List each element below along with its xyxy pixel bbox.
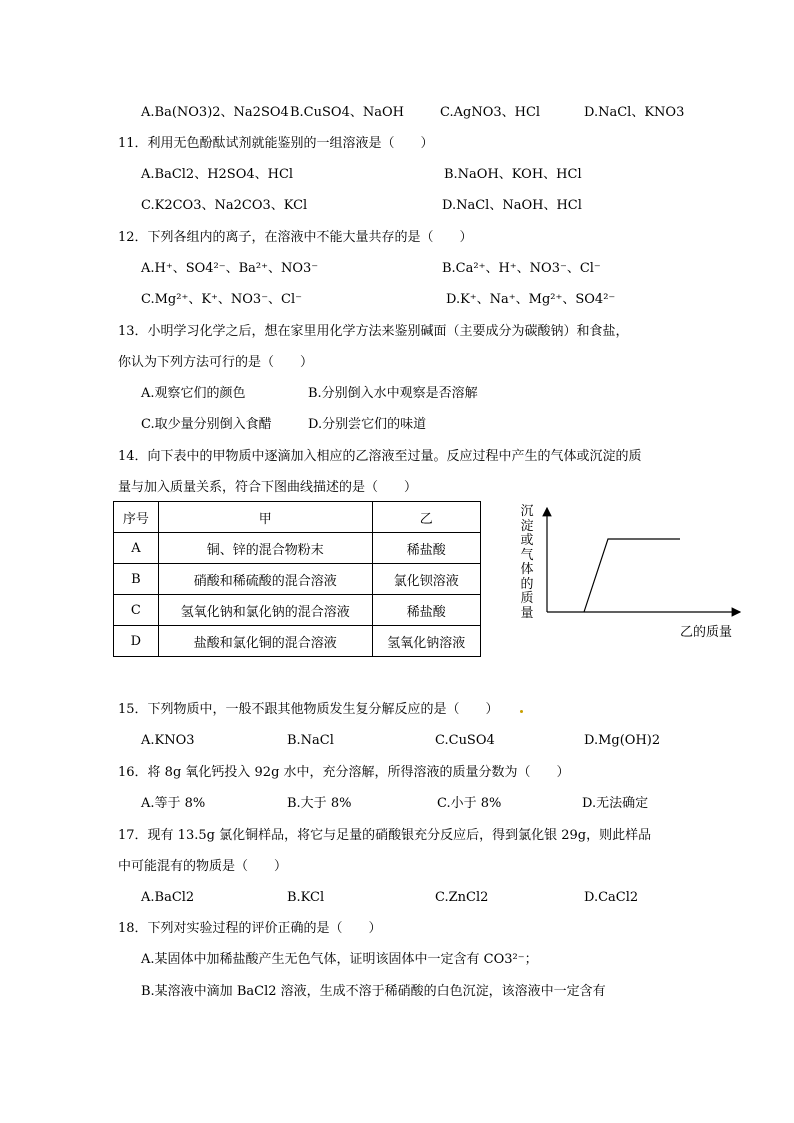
q13-option-a: A.观察它们的颜色 — [141, 386, 246, 401]
table-cell: 铜、锌的混合物粉末 — [158, 533, 372, 564]
q17-option-c: C.ZnCl2 — [435, 890, 489, 905]
q18-option-a: A.某固体中加稀盐酸产生无色气体，证明该固体中一定含有 CO3²⁻； — [141, 952, 538, 967]
q13-option-b: B.分别倒入水中观察是否溶解 — [308, 386, 478, 401]
q15-option-d: D.Mg(OH)2 — [584, 733, 661, 748]
table-cell: 稀盐酸 — [372, 595, 480, 626]
table-cell: 氢氧化钠和氯化钠的混合溶液 — [158, 595, 372, 626]
table-cell: 稀盐酸 — [372, 533, 480, 564]
q11-option-b: B.NaOH、KOH、HCl — [444, 167, 582, 182]
q13-stem-line2: 你认为下列方法可行的是（ ） — [118, 355, 314, 370]
q11-option-c: C.K2CO3、Na2CO3、KCl — [141, 198, 308, 213]
table-header-cell: 序号 — [114, 502, 159, 533]
q16-option-a: A.等于 8% — [141, 796, 206, 811]
q17-stem-line2: 中可能混有的物质是（ ） — [118, 859, 288, 874]
q12-option-c: C.Mg²⁺、K⁺、NO3⁻、Cl⁻ — [141, 292, 303, 307]
graph-x-label: 乙的质量 — [680, 625, 733, 640]
q16-option-c: C.小于 8% — [437, 796, 502, 811]
q13-option-c: C.取少量分别倒入食醋 — [141, 417, 272, 432]
table-header-cell: 乙 — [372, 502, 480, 533]
table-cell: B — [114, 564, 159, 595]
table-cell: D — [114, 626, 159, 657]
q18-option-b: B.某溶液中滴加 BaCl2 溶液，生成不溶于稀硝酸的白色沉淀，该溶液中一定含有 — [141, 984, 606, 999]
q10-option-a: A.Ba(NO3)2、Na2SO4 — [141, 105, 289, 120]
q12-option-a: A.H⁺、SO4²⁻、Ba²⁺、NO3⁻ — [141, 261, 319, 276]
q11-option-d: D.NaCl、NaOH、HCl — [442, 198, 582, 213]
q16-option-b: B.大于 8% — [287, 796, 352, 811]
q12-option-d: D.K⁺、Na⁺、Mg²⁺、SO4²⁻ — [446, 292, 616, 307]
decorative-dot — [520, 710, 523, 713]
q12-option-b: B.Ca²⁺、H⁺、NO3⁻、Cl⁻ — [442, 261, 601, 276]
q16-stem: 16．将 8g 氧化钙投入 92g 水中，充分溶解，所得溶液的质量分数为（ ） — [118, 765, 570, 780]
q14-stem-line2: 量与加入质量关系，符合下图曲线描述的是（ ） — [118, 480, 418, 495]
table-cell: 硝酸和稀硫酸的混合溶液 — [158, 564, 372, 595]
q15-option-c: C.CuSO4 — [435, 733, 495, 748]
table-cell: 氯化钡溶液 — [372, 564, 480, 595]
q15-stem: 15．下列物质中，一般不跟其他物质发生复分解反应的是（ ） — [118, 702, 499, 717]
q15-option-a: A.KNO3 — [141, 733, 195, 748]
q17-option-a: A.BaCl2 — [141, 890, 195, 905]
q17-stem-line1: 17．现有 13.5g 氯化铜样品，将它与足量的硝酸银充分反应后，得到氯化银 29g，则此样品 — [118, 828, 652, 843]
table-cell: A — [114, 533, 159, 564]
q10-option-b: B.CuSO4、NaOH — [290, 105, 404, 120]
q11-stem: 11．利用无色酚酞试剂就能鉴别的一组溶液是（ ） — [118, 136, 434, 151]
graph-y-label: 沉淀或气体的质量 — [520, 504, 534, 621]
q14-stem-line1: 14．向下表中的甲物质中逐滴加入相应的乙溶液至过量。反应过程中产生的气体或沉淀的质 — [118, 449, 642, 464]
q11-option-a: A.BaCl2、H2SO4、HCl — [141, 167, 294, 182]
q18-stem: 18．下列对实验过程的评价正确的是（ ） — [118, 921, 382, 936]
table-cell: C — [114, 595, 159, 626]
q13-option-d: D.分别尝它们的味道 — [308, 417, 427, 432]
q12-stem: 12．下列各组内的离子，在溶液中不能大量共存的是（ ） — [118, 230, 473, 245]
graph-curve — [584, 539, 680, 612]
q10-option-d: D.NaCl、KNO3 — [584, 105, 685, 120]
table-cell: 氢氧化钠溶液 — [372, 626, 480, 657]
q16-option-d: D.无法确定 — [582, 796, 649, 811]
table-cell: 盐酸和氯化铜的混合溶液 — [158, 626, 372, 657]
q13-stem-line1: 13．小明学习化学之后，想在家里用化学方法来鉴别碱面（主要成分为碳酸钠）和食盐， — [118, 324, 629, 339]
q17-option-b: B.KCl — [287, 890, 325, 905]
q10-option-c: C.AgNO3、HCl — [440, 105, 541, 120]
q15-option-b: B.NaCl — [287, 733, 334, 748]
table-header-cell: 甲 — [158, 502, 372, 533]
q17-option-d: D.CaCl2 — [584, 890, 639, 905]
